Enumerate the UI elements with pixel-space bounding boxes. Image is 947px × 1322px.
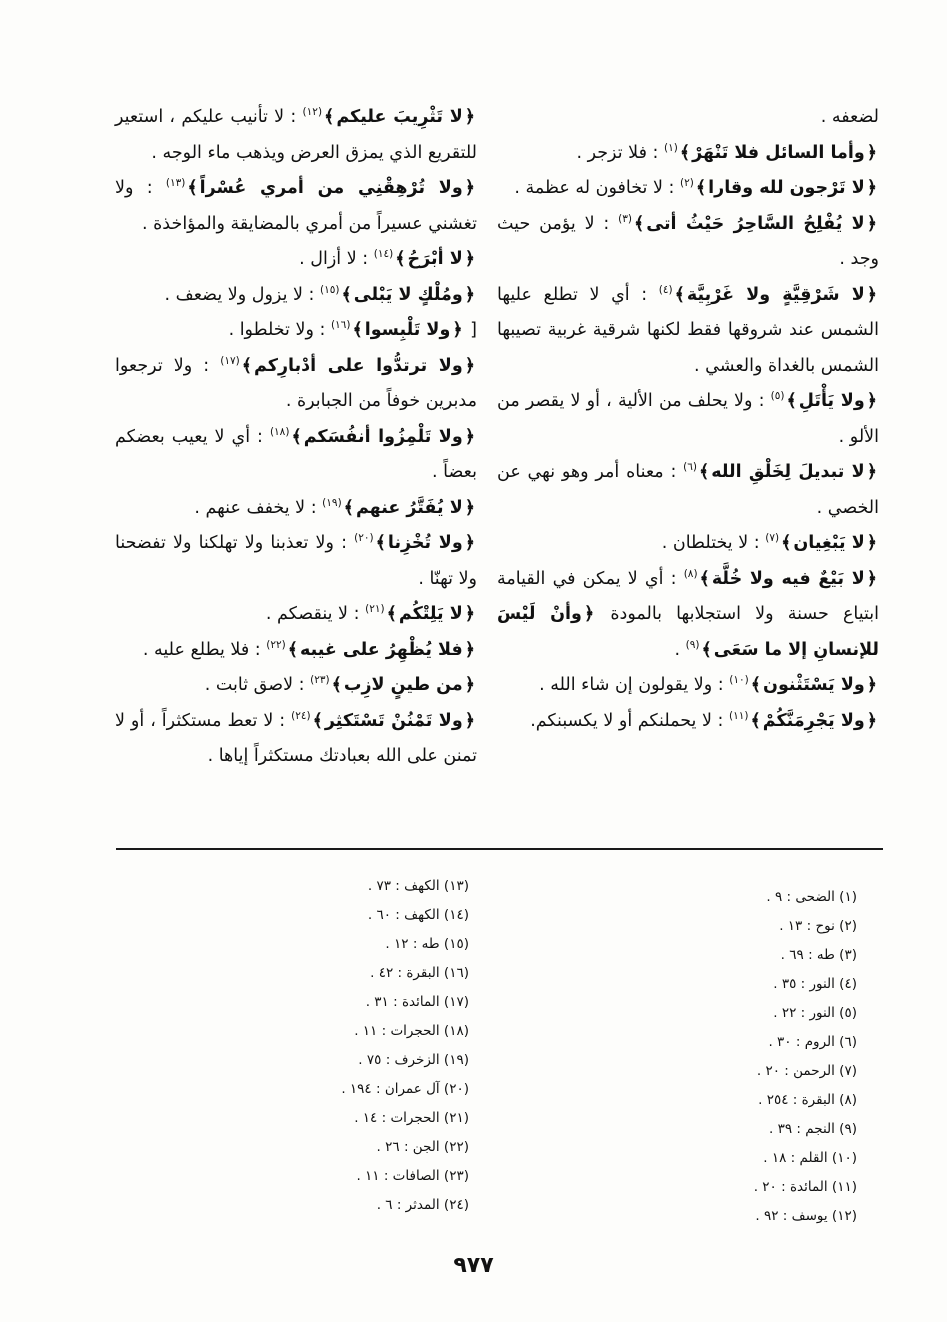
footnote-ref: (١٦) [330,319,351,332]
quranic-term: لا يُفَتَّرُ عنهم [355,497,463,518]
ornate-bracket-open: ﴿ [464,639,475,660]
definition-text: : لا تخافون له عظمة . [514,178,675,198]
definition-text: : فلا يطلع عليه . [142,639,261,660]
definition-text: : ولا ترجعوا مدبرين خوفاً من الجبابرة . [115,355,477,411]
quranic-term: لا يَلِتْكُم [398,604,463,624]
quranic-term: فلا يُظْهِرُ على غيبه [299,639,463,660]
footnote-ref: (١٧) [220,354,240,367]
glossary-entry [115,633,477,669]
footnote-ref: (٢٢) [266,638,286,651]
quranic-term: لا أبْرَحُ [407,249,463,269]
glossary-entry [497,526,879,562]
footnote-item: (١٠) القلم : ١٨ . [763,1150,857,1166]
ornate-bracket-close: ﴾ [312,710,323,731]
ornate-bracket-open: ﴿ [866,568,877,589]
footnote-ref: (٢٠) [354,532,374,545]
ornate-bracket-close: ﴾ [750,675,762,695]
footnote-ref: (١٨) [269,425,290,438]
definition-text: : أي لا تطلع عليها الشمس عند شروقها فقط لكنها شرقية غربية تصيبها الشمس بالغداة والعشي . [497,284,879,376]
ornate-bracket-close: ﴾ [781,533,792,553]
footnote-item: (٢٤) المدثر : ٦ . [376,1197,469,1213]
definition-text: : فلا تزجر . [576,142,659,163]
quranic-term: ولا تَلْمِزُوا أنفُسَكم [303,426,463,447]
definition-text: . [674,639,681,660]
footnote-ref: (٦) [683,461,698,474]
footnote-ref: (١٠) [729,674,749,687]
footnote-ref: (١١) [729,709,749,722]
definition-text: : لا يؤمن حيث وجد . [497,213,879,269]
definition-text: : ولا تعذبنا ولا تهلكنا ولا تفضحنا ولا تهنّا . [115,533,477,589]
quranic-term: من طينٍ لازِب [343,675,463,695]
glossary-entry [497,278,879,385]
footnote-ref: (١٣) [165,177,186,190]
glossary-entry [497,136,879,172]
glossary-entry [115,278,477,314]
definition-text: : ولا تخلطوا . [228,320,326,340]
ornate-bracket-close: ﴾ [341,284,352,305]
ornate-bracket-open: ﴿ [866,533,877,553]
ornate-bracket-open: ﴿ [866,178,877,198]
quranic-term: ولا تُرْهِقْنِي من أمري عُسْراً [199,178,463,198]
ornate-bracket-open: ﴿ [866,675,877,695]
ornate-bracket-open: ﴿ [464,426,475,447]
ornate-bracket-close: ﴾ [634,213,645,234]
quranic-term: ولا يَجْرِمَنَّكُمْ [762,710,865,731]
footnote-ref: (١٥) [320,283,340,296]
footnote-item: (١٩) الزخرف : ٧٥ . [358,1052,469,1068]
quranic-term: لا شَرْقِيَّةٍ ولا غَرْبِيَّة [686,284,865,305]
footnote-item: (٦) الروم : ٣٠ . [768,1034,857,1050]
ornate-bracket-close: ﴾ [375,533,386,553]
ornate-bracket-open: ﴿ [583,604,595,624]
footnote-item: (٥) النور : ٢٢ . [773,1005,857,1021]
ornate-bracket-close: ﴾ [701,639,712,660]
ornate-bracket-close: ﴾ [291,426,302,447]
footnote-ref: (٢) [680,177,694,190]
ornate-bracket-open: ﴿ [866,462,877,482]
ornate-bracket-open: ﴿ [866,284,877,305]
definition-text: : لاصق ثابت . [204,675,305,695]
page-number: ٩٧٧ [453,1253,494,1278]
ornate-bracket-close: ﴾ [699,462,710,482]
glossary-entry [115,313,477,349]
footnote-item: (٢٢) الجن : ٢٦ . [376,1139,469,1155]
ornate-bracket-open: ﴿ [464,284,475,305]
quranic-term: لا تَثْرِيبَ عليكم [336,107,463,127]
quranic-term: وأنْ لَيْسَ للإنسانِ إلا ما سَعَى [497,604,879,660]
ornate-bracket-close: ﴾ [187,178,198,198]
definition-text: : لا يزول ولا يضعف . [164,284,315,305]
ornate-bracket-open: ﴿ [464,675,475,695]
footnotes-left-list [249,872,469,1220]
ornate-bracket-close: ﴾ [695,178,707,198]
ornate-bracket-open: ﴿ [464,604,475,624]
footnote-ref: (٨) [683,567,698,580]
ornate-bracket-close: ﴾ [395,249,406,269]
footnote-item: (٢١) الحجرات : ١٤ . [354,1110,469,1126]
glossary-entry [115,420,477,491]
footnote-ref: (٢٤) [291,709,311,722]
glossary-entry [497,384,879,455]
footnote-item: (٩) النجم : ٣٩ . [769,1121,857,1137]
definition-text: : لا تأنيب عليكم ، استعير للتقريع الذي يمزق العرض ويذهب ماء الوجه . [115,107,477,163]
footnote-item: (١٤) الكهف : ٦٠ . [367,907,469,923]
glossary-entry [115,242,477,278]
quranic-term: لا يَبْغِيان [793,533,865,553]
quranic-term: ولا تَمْنُنْ تَسْتَكثِر [324,710,463,731]
ornate-bracket-close: ﴾ [679,142,691,163]
glossary-entry [497,207,879,278]
footnote-item: (٣) طه : ٦٩ . [780,947,857,963]
ornate-bracket-open: ﴿ [866,391,877,411]
footnote-ref: (٧) [765,532,780,545]
footnote-item: (١٦) البقرة : ٤٢ . [370,965,469,981]
footnote-item: (٨) البقرة : ٢٥٤ . [758,1092,857,1108]
glossary-entry [497,704,879,740]
ornate-bracket-close: ﴾ [699,568,710,589]
ornate-bracket-close: ﴾ [786,391,797,411]
ornate-bracket-open: ﴿ [866,142,877,163]
definition-text: : لا يحملنكم أو لا يكسبنكم. [530,710,724,731]
glossary-entry [115,100,477,171]
glossary-entry [115,349,477,420]
square-bracket: [ [464,320,477,340]
footnote-item: (١٣) الكهف : ٧٣ . [367,878,469,894]
quranic-term: وأما السائل فلا تَنْهَرْ [692,142,865,163]
column-line [497,100,879,136]
footnote-item: (٧) الرحمن : ٢٠ . [756,1063,857,1079]
footnote-item: (١٢) يوسف : ٩٢ . [755,1208,857,1224]
footnote-item: (٢٠) آل عمران : ١٩٤ . [341,1081,469,1097]
left-text-column [115,100,477,775]
ornate-bracket-open: ﴿ [464,107,475,127]
quranic-term: ولا يَسْتَثْنون [763,675,865,695]
footnote-item: (١٨) الحجرات : ١١ . [354,1023,469,1039]
glossary-entry [497,562,879,669]
definition-text: : لا أزال . [299,249,369,269]
ornate-bracket-close: ﴾ [352,320,363,340]
definition-text: : لا تعط مستكثراً ، أو لا تمنن على الله بعبادتك مستكثراً إياها . [115,710,477,766]
glossary-entry [497,171,879,207]
footnote-item: (٤) النور : ٣٥ . [773,976,857,992]
glossary-entry [115,668,477,704]
footnote-ref: (٥) [770,390,785,403]
quranic-term: لا بَيْعٌ فيه ولا خُلَّة [711,568,865,589]
quranic-term: لا تبديلَ لِخَلْقِ الله [711,462,865,482]
glossary-entry [115,491,477,527]
glossary-entry [497,668,879,704]
ornate-bracket-open: ﴿ [464,178,475,198]
footnotes-right-list [637,883,857,1231]
paragraph-text: لضعفه . [820,107,879,127]
definition-text: : معناه أمر وهو نهي عن الخصي . [497,462,879,518]
ornate-bracket-close: ﴾ [343,497,354,518]
glossary-entry [497,455,879,526]
ornate-bracket-close: ﴾ [241,355,253,376]
definition-text: : أي لا يعيب بعضكم بعضاً . [115,426,477,482]
glossary-entry [115,597,477,633]
footnote-item: (١١) المائدة : ٢٠ . [753,1179,857,1195]
ornate-bracket-close: ﴾ [674,284,685,305]
footnote-ref: (١٩) [322,496,342,509]
ornate-bracket-open: ﴿ [866,710,877,731]
ornate-bracket-open: ﴿ [464,355,475,376]
glossary-entry [115,171,477,242]
footnote-ref: (١) [664,141,678,154]
glossary-entry [115,704,477,775]
quranic-term: ولا تُخْزِنا [387,533,463,553]
right-text-column [497,100,879,739]
footnote-item: (٢) نوح : ١٣ . [779,918,857,934]
quranic-term: ولا يَأْتَلِ [798,391,865,411]
quranic-term: ولا تَلْبِسوا [364,320,451,340]
footnote-ref: (٣) [618,212,632,225]
ornate-bracket-open: ﴿ [464,249,475,269]
ornate-bracket-open: ﴿ [464,533,475,553]
ornate-bracket-close: ﴾ [750,710,761,731]
ornate-bracket-open: ﴿ [464,710,475,731]
ornate-bracket-close: ﴾ [331,675,342,695]
footnote-divider [116,848,883,850]
footnote-ref: (٩) [685,638,700,651]
footnote-item: (١٥) طه : ١٢ . [385,936,469,952]
ornate-bracket-close: ﴾ [287,639,298,660]
definition-text: : ولا تغشني عسيراً من أمري بالمضايقة والمؤاخذة . [115,178,477,234]
footnote-item: (٢٣) الصافات : ١١ . [356,1168,469,1184]
ornate-bracket-close: ﴾ [324,107,335,127]
footnote-ref: (١٤) [373,248,394,261]
glossary-entry [115,526,477,597]
footnote-ref: (٢١) [365,603,385,616]
footnote-ref: (٢٣) [310,674,330,687]
definition-text: : لا ينقصكم . [265,604,360,624]
ornate-bracket-open: ﴿ [866,213,877,234]
quranic-term: لا تَرْجون لله وقارا [708,178,865,198]
quranic-term: ومُلْكٍ لا يَبْلى [353,284,463,305]
footnote-ref: (٤) [658,283,673,296]
definition-text: : ولا يحلف من الألية ، أو لا يقصر من الألو . [497,391,879,447]
footnote-item: (١٧) المائدة : ٣١ . [365,994,469,1010]
definition-text: : لا يخفف عنهم . [194,497,317,518]
footnote-item: (١) الضحى : ٩ . [766,889,857,905]
definition-text: : لا يختلطان . [661,533,760,553]
ornate-bracket-close: ﴾ [386,604,397,624]
footnote-ref: (١٢) [302,106,323,119]
ornate-bracket-open: ﴿ [464,497,475,518]
quranic-term: لا يُفْلِحُ السَّاحِرُ حَيْثُ أتى [646,213,865,234]
quranic-term: ولا ترتدُّوا على أدْبارِكم [254,355,463,376]
definition-text: : أي لا يمكن في القيامة ابتياع حسنة ولا استجلابها بالمودة [497,568,880,624]
ornate-bracket-open: ﴿ [452,320,463,340]
definition-text: : ولا يقولون إن شاء الله . [539,675,724,695]
